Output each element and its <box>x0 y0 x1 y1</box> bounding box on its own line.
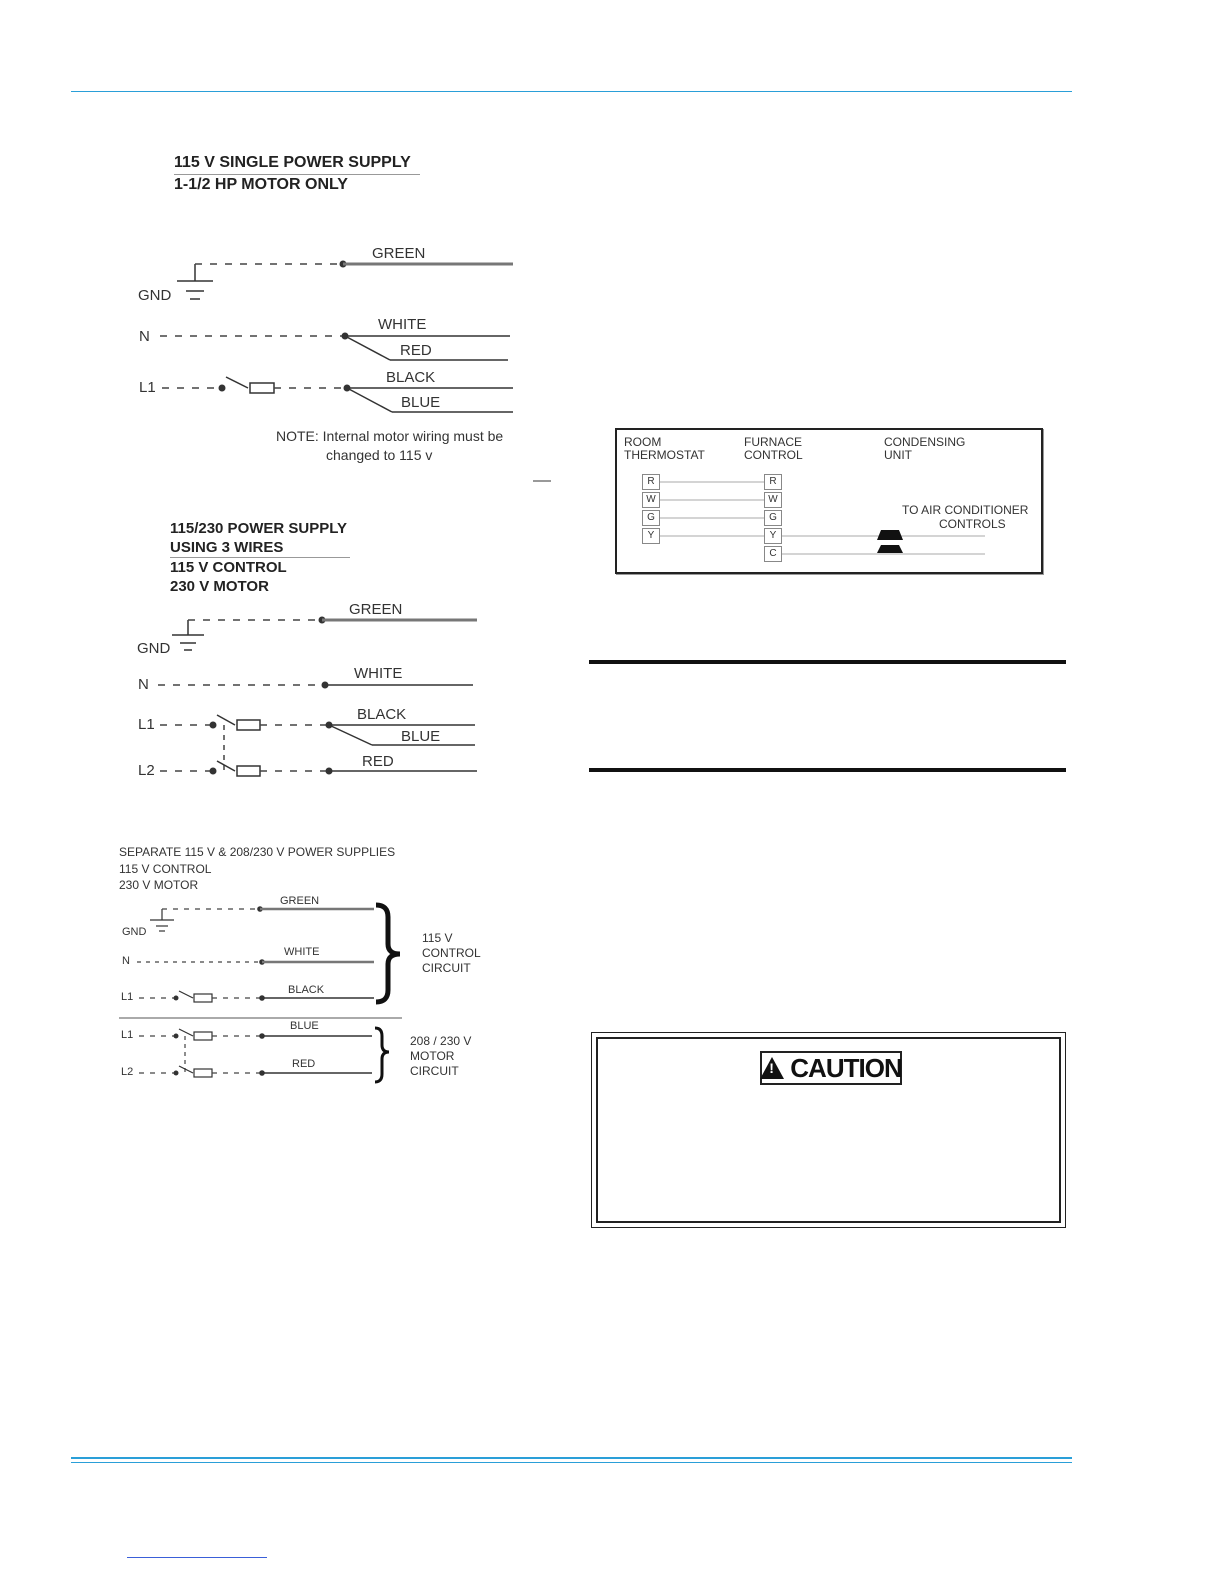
diagram3-black-label: BLACK <box>288 984 325 996</box>
diagram1-n-label: N <box>139 328 150 345</box>
furnace-term-y: Y <box>764 528 782 544</box>
diagram3-wiring <box>0 0 600 1100</box>
diagram3-title-3: 230 V MOTOR <box>119 878 199 892</box>
footer-rule-top <box>71 1457 1072 1459</box>
room-term-y: Y <box>642 528 660 544</box>
diagram3-blue-label: BLUE <box>290 1020 319 1032</box>
diagram2-title-2: USING 3 WIRES <box>170 539 284 556</box>
diagram-separate-supplies <box>0 0 600 1100</box>
caution-box <box>591 1032 1066 1228</box>
diagram2-white-label: WHITE <box>354 665 403 682</box>
footer-rule-bottom <box>71 1462 1072 1463</box>
diagram1-title-2: 1-1/2 HP MOTOR ONLY <box>174 176 348 193</box>
caution-inner-border <box>596 1037 1061 1223</box>
diagram2-gnd-label: GND <box>137 640 171 657</box>
furnace-control-label-2: CONTROL <box>744 448 803 462</box>
diagram1-note-1: NOTE: Internal motor wiring must be <box>276 428 504 444</box>
diagram1-gnd-label: GND <box>138 287 172 304</box>
diagram3-green-label: GREEN <box>280 895 320 907</box>
room-term-r: R <box>642 474 660 490</box>
furnace-control-label-1: FURNACE <box>744 435 803 449</box>
diagram2-l1-label: L1 <box>138 716 155 733</box>
diagram1-title-1: 115 V SINGLE POWER SUPPLY <box>174 154 411 171</box>
diagram2-l2-label: L2 <box>138 762 155 779</box>
diagram2-title-1: 115/230 POWER SUPPLY <box>170 520 348 537</box>
condensing-unit-label-2: UNIT <box>884 448 912 462</box>
room-term-w: W <box>642 492 660 508</box>
diagram3-l2-label: L2 <box>121 1066 134 1078</box>
diagram2-title-4: 230 V MOTOR <box>170 578 269 595</box>
diagram3-motor-1: 208 / 230 V <box>410 1034 472 1048</box>
diagram1-white-label: WHITE <box>378 316 427 333</box>
diagram3-white-label: WHITE <box>284 946 320 958</box>
diagram3-l1-label: L1 <box>121 991 134 1003</box>
ac-connector-1 <box>877 530 903 540</box>
diagram1-blue-label: BLUE <box>401 394 441 411</box>
diagram2-n-label: N <box>138 676 149 693</box>
diagram1-note-2: changed to 115 v <box>326 447 433 463</box>
ac-controls-label-1: TO AIR CONDITIONER <box>902 503 1029 517</box>
diagram2-green-label: GREEN <box>349 601 403 618</box>
diagram3-control-1: 115 V <box>422 931 453 945</box>
diagram3-title-2: 115 V CONTROL <box>119 862 212 876</box>
diagram3-gnd-label: GND <box>122 926 147 938</box>
ac-controls-label-2: CONTROLS <box>939 517 1006 531</box>
section-rule-top <box>589 660 1066 664</box>
diagram2-title-3: 115 V CONTROL <box>170 559 287 576</box>
thermostat-wires <box>617 430 1045 576</box>
diagram3-motor-3: CIRCUIT <box>410 1064 459 1078</box>
room-thermostat-label-2: THERMOSTAT <box>624 448 705 462</box>
diagram3-l1b-label: L1 <box>121 1029 134 1041</box>
diagram1-l1-label: L1 <box>139 379 156 396</box>
diagram3-control-3: CIRCUIT <box>422 961 471 975</box>
furnace-term-w: W <box>764 492 782 508</box>
diagram2-black-label: BLACK <box>357 706 407 723</box>
diagram1-black-label: BLACK <box>386 369 436 386</box>
diagram3-motor-2: MOTOR <box>410 1049 455 1063</box>
furnace-term-c: C <box>764 546 782 562</box>
room-term-g: G <box>642 510 660 526</box>
diagram2-blue-label: BLUE <box>401 728 441 745</box>
diagram1-red-label: RED <box>400 342 432 359</box>
room-thermostat-label-1: ROOM <box>624 435 662 449</box>
condensing-unit-label-1: CONDENSING <box>884 435 966 449</box>
diagram3-red-label: RED <box>292 1058 316 1070</box>
diagram3-n-label: N <box>122 955 130 967</box>
footer-link-line <box>127 1557 267 1558</box>
caution-label: CAUTION <box>790 1052 902 1083</box>
section-rule-bottom <box>589 768 1066 772</box>
diagram1-green-label: GREEN <box>372 245 426 262</box>
caution-badge <box>760 1051 902 1085</box>
furnace-term-g: G <box>764 510 782 526</box>
diagram2-red-label: RED <box>362 753 394 770</box>
thermostat-wiring-diagram <box>615 428 1043 574</box>
diagram3-title-1: SEPARATE 115 V & 208/230 V POWER SUPPLIES <box>119 845 396 859</box>
warning-triangle-icon <box>760 1057 784 1079</box>
diagram3-control-2: CONTROL <box>422 946 481 960</box>
furnace-term-r: R <box>764 474 782 490</box>
ac-connector-2 <box>877 545 903 553</box>
